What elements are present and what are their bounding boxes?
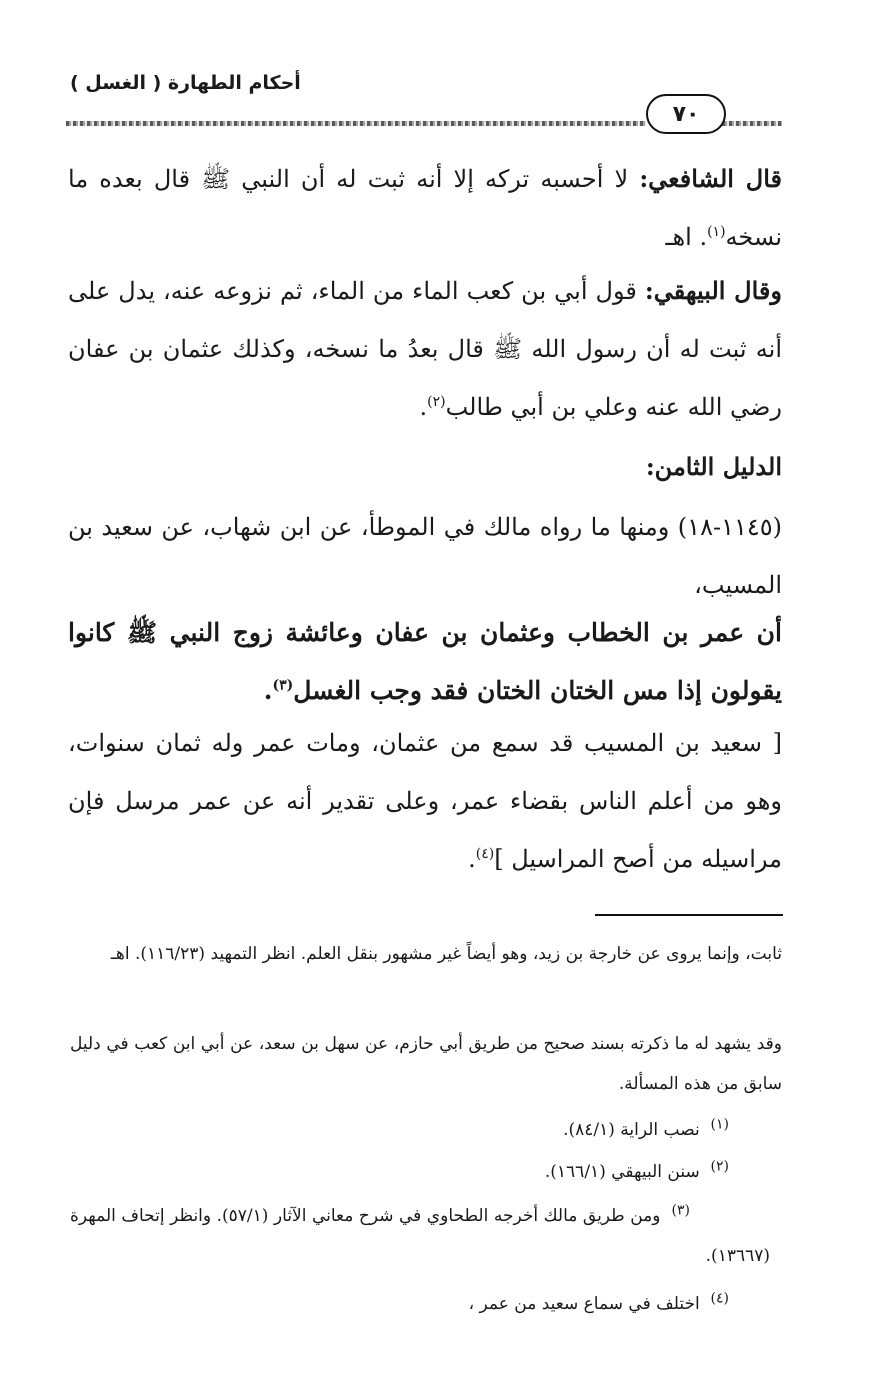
footnote-text: نصب الراية (٨٤/١). [563, 1120, 700, 1140]
footnote-text: سنن البيهقي (١٦٦/١). [544, 1162, 700, 1182]
footnote-ref: (١) [707, 224, 726, 240]
paragraph-bayhaqi [68, 262, 782, 436]
running-header-title: أحكام الطهارة ( الغسل ) [70, 72, 301, 94]
header-ornament-rule [66, 121, 646, 126]
footnote-1 [563, 1110, 729, 1150]
hadith-text: أن عمر بن الخطاب وعثمان بن عفان وعائشة زوج النبي ﷺ كانوا يقولون إذا مس الختان الختان فقد وجب الغسل [68, 618, 782, 705]
paragraph-text: قول أبي بن كعب الماء من الماء، ثم نزوعه عنه، يدل على أنه ثبت له أن رسول الله ﷺ قال بعدُ ما نسخه، وكذلك عثمان بن عفان رضي الله عنه وعلي بن أبي طالب [68, 277, 782, 421]
paragraph-shafii [68, 150, 782, 266]
footnote-number: (٣) [671, 1202, 690, 1219]
footnote-number: (٢) [710, 1158, 729, 1175]
footnote-number: (٤) [710, 1290, 729, 1307]
paragraph-end: . [419, 393, 428, 421]
paragraph-end: . [468, 845, 476, 873]
header-ornament-rule-right [722, 121, 782, 126]
footnote-ref: (٤) [475, 846, 495, 862]
footnote-ref: (٢) [427, 394, 446, 410]
paragraph-text: لا أحسبه تركه إلا أنه ثبت له أن النبي ﷺ قال بعده ما نسخه [68, 165, 782, 251]
section-heading: الدليل الثامن: [645, 452, 782, 481]
footnote-text: ومن طريق مالك أخرجه الطحاوي في شرح معاني الآثار (٥٧/١). وانظر إتحاف المهرة (١٣٦٦٧). [70, 1206, 770, 1266]
footnote-separator [595, 914, 783, 916]
speaker-label: وقال البيهقي: [644, 276, 782, 305]
footnote-text: اختلف في سماع سعيد من عمر ، [468, 1294, 700, 1314]
paragraph-end: . [263, 676, 273, 705]
page-number: ٧٠ [646, 94, 726, 134]
speaker-label: قال الشافعي: [639, 164, 782, 193]
paragraph-end: . اهـ [665, 223, 708, 251]
footnote-ref: (٣) [272, 677, 294, 694]
footnote-4 [469, 1284, 729, 1324]
paragraph-hadith-chain: (١١٤٥-١٨) ومنها ما رواه مالك في الموطأ، عن ابن شهاب، عن سعيد بن المسيب، [68, 513, 782, 599]
footnote-continuation: ثابت، وإنما يروى عن خارجة بن زيد، وهو أيضاً غير مشهور بنقل العلم. انظر التمهيد (١١٦/٢٣). اهـ [110, 944, 782, 964]
paragraph-commentary [68, 714, 782, 888]
footnote-number: (١) [710, 1116, 729, 1133]
footnote-continuation-2: وقد يشهد له ما ذكرته بسند صحيح من طريق أبي حازم، عن سهل بن سعد، عن أبي ابن كعب في دليل سابق من هذه المسألة. [70, 1034, 782, 1094]
footnote-2 [545, 1152, 729, 1192]
commentary-text: [ سعيد بن المسيب قد سمع من عثمان، ومات عمر وله ثمان سنوات، وهو من أعلم الناس بقضاء عمر، وعلى تقدير أنه عن عمر مرسل فإن مراسيله من أصح المراسيل ] [68, 729, 782, 873]
paragraph-hadith-text [68, 604, 782, 720]
footnote-3 [70, 1196, 770, 1276]
